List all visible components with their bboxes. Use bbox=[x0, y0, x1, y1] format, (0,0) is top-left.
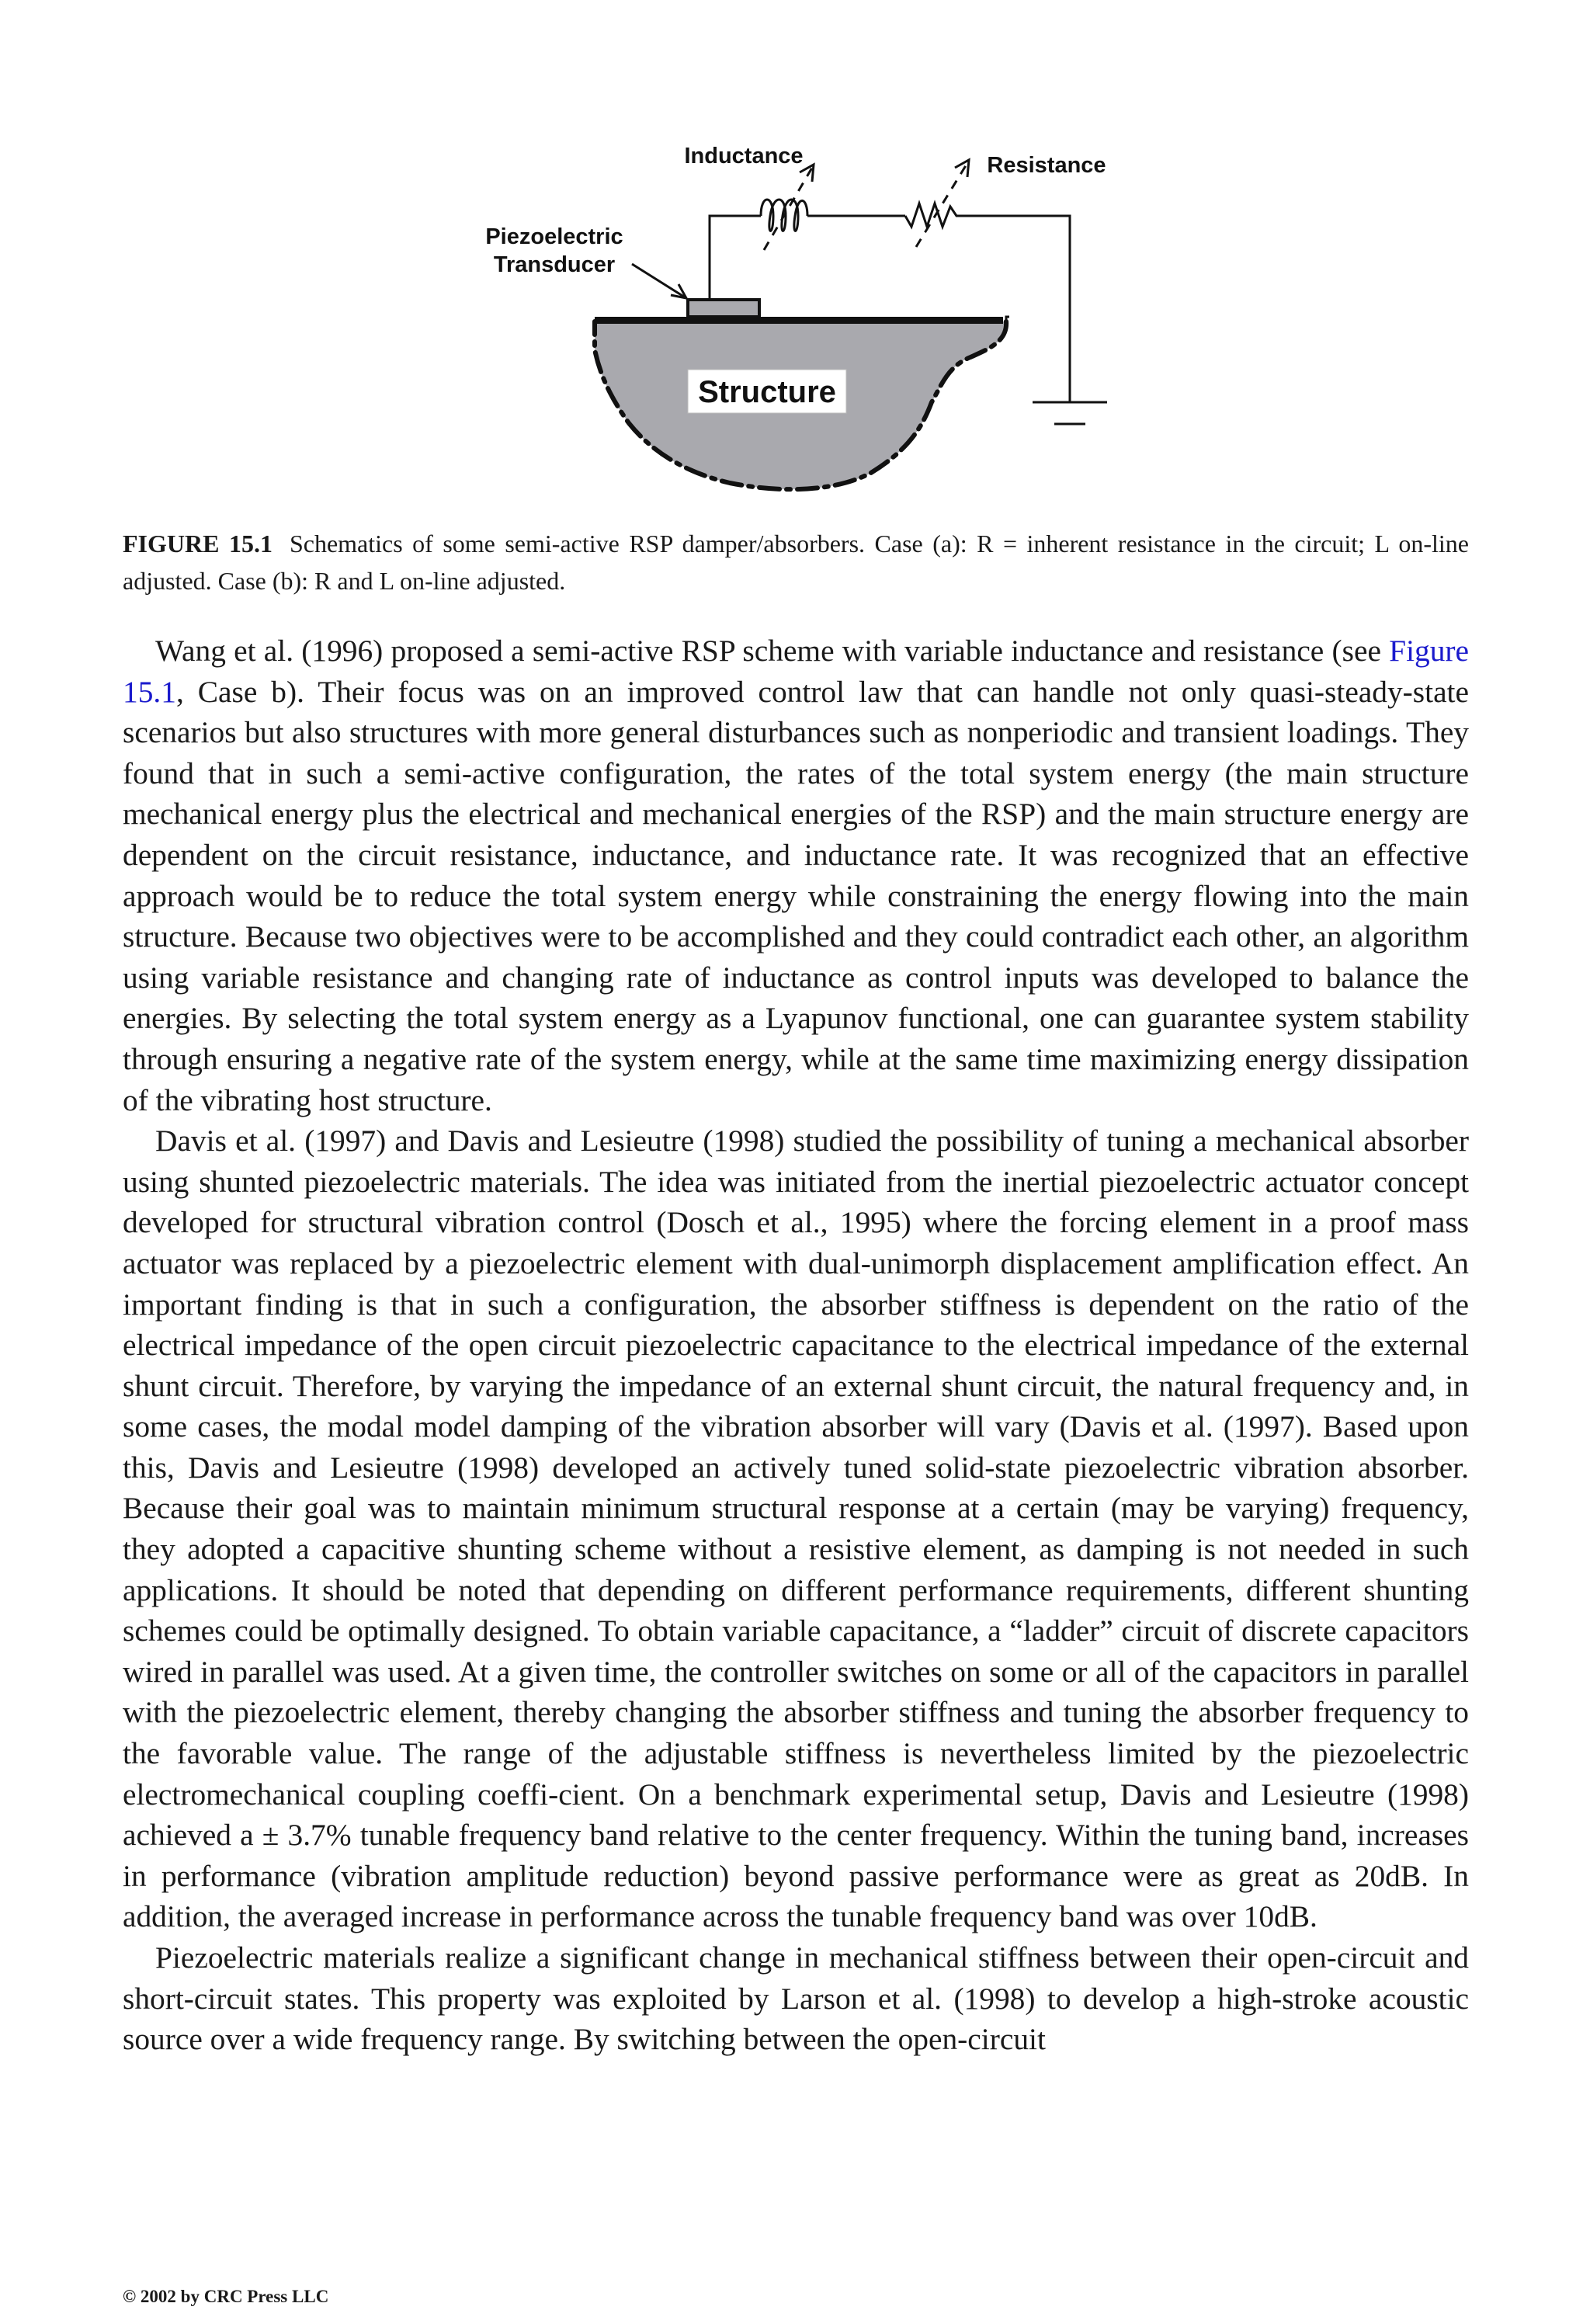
resistor-adjust-arrow bbox=[916, 160, 969, 247]
piezo-label-line1: Piezoelectric bbox=[485, 224, 623, 249]
paragraph-3: Piezoelectric materials realize a significant change in mechanical stiffness between their open-circuit and short-circuit states. This property was exploited by Larson et al. (1998) to develop a high-stroke acoustic source over a wide frequency range. By switching between the open-circuit bbox=[123, 1940, 1469, 2057]
figure-caption bbox=[123, 525, 1469, 599]
piezo-label-line2: Transducer bbox=[493, 252, 616, 277]
ground-symbol bbox=[1033, 402, 1107, 424]
figure-15-1 bbox=[435, 116, 1180, 520]
caption-text: Schematics of some semi-active RSP damper/absorbers. Case (a): R = inherent resistance in the circuit; L on-line adjusted. Case (b): R and L on-line adjusted. bbox=[123, 530, 1470, 595]
rsp-schematic bbox=[435, 116, 1180, 520]
circuit-wire-left bbox=[710, 216, 761, 300]
figure-15-1-link[interactable]: Figure 15.1 bbox=[123, 634, 1469, 709]
structure-label: Structure bbox=[698, 375, 836, 409]
structure-top-beam bbox=[595, 317, 1003, 324]
resistance-label: Resistance bbox=[987, 153, 1106, 178]
copyright-footer: © 2002 by CRC Press LLC bbox=[123, 2287, 329, 2306]
inductor-symbol bbox=[761, 200, 905, 231]
paragraph-2: Davis et al. (1997) and Davis and Lesieutre (1998) studied the possibility of tuning a mechanical absorber using shunted piezoelectric materials. The idea was initiated from the inertial piezoelectric actuator concept developed for structural vibration control (Dosch et al., 1995) where the forcing element in a proof mass actuator was replaced by a piezoelectric element with dual-unimorph displacement amplification effect. An important finding is that in such a configuration, the absorber stiffness is dependent on the ratio of the electrical impedance of the open circuit piezoelectric capacitance to the electrical impedance of the external shunt circuit. Therefore, by varying the impedance of an external shunt circuit, the natural frequency and, in some cases, the modal model damping of the vibration absorber will vary (Davis et al. (1997). Based upon this, Davis and Lesieutre (1998) developed an actively tuned solid-state piezoelectric vibration absorber. Because their goal was to maintain minimum structural response at a certain (may be varying) frequency, they adopted a capacitive shunting scheme without a resistive element, as damping is not needed in such applications. It should be noted that depending on different performance requirements, different shunting schemes could be optimally designed. To obtain variable capacitance, a “ladder” circuit of discrete capacitors wired in parallel was used. At a given time, the controller switches on some or all of the capacitors in parallel with the piezoelectric element, thereby changing the absorber stiffness and tuning the absorber frequency to the favorable value. The range of the adjustable stiffness is nevertheless limited by the piezoelectric electromechanical coupling coeffi-cient. On a benchmark experimental setup, Davis and Lesieutre (1998) achieved a ± 3.7% tunable frequency band relative to the center frequency. Within the tuning band, increases in performance (vibration amplitude reduction) beyond passive performance were as great as 20dB. In addition, the averaged increase in performance across the tunable frequency band was over 10dB. bbox=[123, 1124, 1469, 1934]
p1-before-link: Wang et al. (1996) proposed a semi-active RSP scheme with variable inductance and resistance (see bbox=[155, 634, 1390, 668]
p1-after-link: , Case b). Their focus was on an improved control law that can handle not only quasi-steady-state scenarios but also structures with more general disturbances such as nonperiodic and transient loadings. They found that in such a semi-active configuration, the rates of the total system energy (the main structure mechanical energy plus the electrical and mechanical energies of the RSP) and the main structure energy are dependent on the circuit resistance, inductance, and inductance rate. It was recognized that an effective approach would be to reduce the total system energy while constraining the energy flowing into the main structure. Because two objectives were to be accomplished and they could contradict each other, an algorithm using variable resistance and changing rate of inductance as control inputs was developed to balance the energies. By selecting the total system energy as a Lyapunov functional, one can guarantee system stability through ensuring a negative rate of the system energy, while at the same time maximizing energy dissipation of the vibrating host structure. bbox=[123, 674, 1469, 1117]
paragraph-1 bbox=[123, 631, 1469, 1120]
inductance-label: Inductance bbox=[684, 144, 804, 168]
piezo-pointer-arrow bbox=[632, 264, 686, 298]
caption-number: FIGURE 15.1 bbox=[123, 530, 273, 558]
body-text bbox=[123, 631, 1469, 2060]
piezo-transducer bbox=[688, 300, 759, 317]
